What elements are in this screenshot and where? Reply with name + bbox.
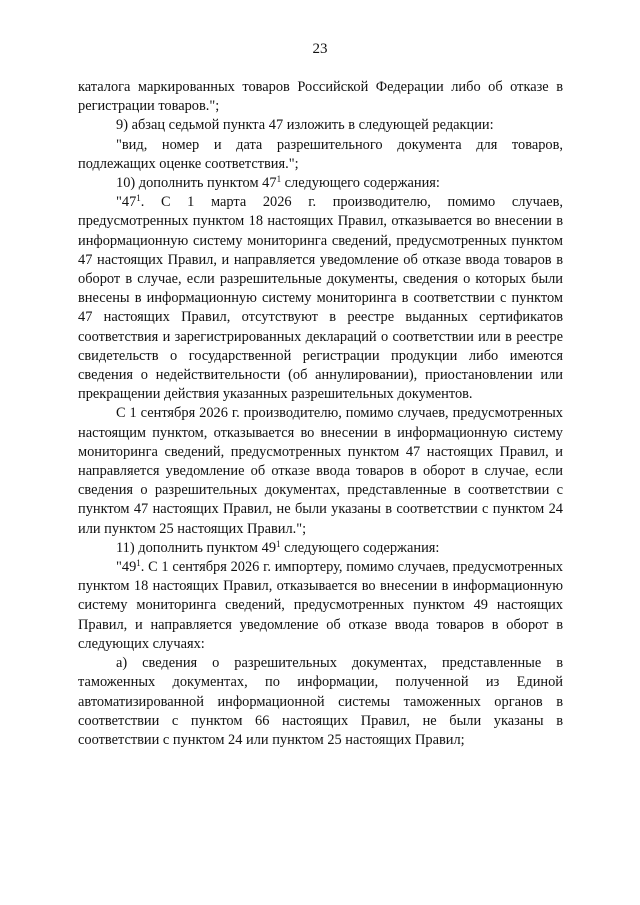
item-10-text: 10) дополнить пунктом 47 — [116, 175, 277, 192]
clause-47-1-number: "47 — [116, 194, 137, 211]
item-11-text: 11) дополнить пунктом 49 — [116, 539, 277, 556]
paragraph-clause-47-1 — [78, 193, 563, 404]
page-number: 23 — [312, 41, 328, 57]
paragraph-quoted-edit: "вид, номер и дата разрешительного документа для товаров, подлежащих оценке соответствия."; — [78, 136, 563, 172]
clause-49-1-number: "49 — [116, 559, 137, 576]
item-11-text-end: следующего содержания: — [280, 539, 440, 556]
paragraph-item-9: 9) абзац седьмой пункта 47 изложить в следующей редакции: — [116, 117, 494, 134]
clause-49-1-text: . С 1 сентября 2026 г. импортеру, помимо случаев, предусмотренных пунктом 18 настоящих Правил, отказывается во внесении в информационную систему мониторинга сведений, предусмотренных пунктом 49 настоящих Правил, и направляется уведомление об отказе ввода товаров в оборот в следующих случаях: — [78, 559, 563, 652]
paragraph-clause-49-1 — [78, 558, 563, 654]
paragraph-clause-47-1-part-2: С 1 сентября 2026 г. производителю, помимо случаев, предусмотренных настоящим пунктом, отказывается во внесении в информационную систему мониторинга сведений, предусмотренных пунктом 47 настоящих Правил, и направляется уведомление об отказе ввода товаров в оборот в случае, если сведения о разрешительных документах, представленные в соответствии с пунктом 47 настоящих Правил, не были указаны в соответствии с пунктом 24 или пунктом 25 настоящих Правил."; — [78, 405, 563, 537]
paragraph-item-10 — [78, 174, 563, 193]
superscript: 1 — [276, 174, 282, 185]
superscript: 1 — [276, 538, 281, 549]
superscript: 1 — [136, 193, 141, 204]
paragraph-item-11 — [78, 539, 563, 558]
paragraph-subitem-a: а) сведения о разрешительных документах, представленные в таможенных документах, по информации, полученной из Единой автоматизированной информационной системы таможенных органов в соответствии с пунктом 66 настоящих Правил, не были указаны в соответствии с пунктом 24 или пунктом 25 настоящих Правил; — [78, 655, 563, 748]
superscript: 1 — [136, 558, 141, 569]
paragraph-continuation: каталога маркированных товаров Российской Федерации либо об отказе в регистрации товаров."; — [78, 79, 563, 115]
document-body — [78, 78, 563, 750]
clause-47-1-text: . С 1 марта 2026 г. производителю, помимо случаев, предусмотренных пунктом 18 настоящих Правил, отказывается во внесении в информационную систему мониторинга сведений, предусмотренных пунктом 47 настоящих Правил, и направляется уведомление об отказе ввода товаров в оборот в случае, если разрешительные документы, сведения о которых были внесены в информационную систему мониторинга в соответствии с пунктом 47 настоящих Правил, отсутствуют в реестре выданных сертификатов соответствия и зарегистрированных деклараций о соответствии или в реестре свидетельств о государственной регистрации продукции либо имеются сведения о недействительности (об аннулировании), приостановлении или прекращении действия указанных разрешительных документов. — [78, 194, 563, 403]
item-10-text-end: следующего содержания: — [281, 175, 440, 192]
